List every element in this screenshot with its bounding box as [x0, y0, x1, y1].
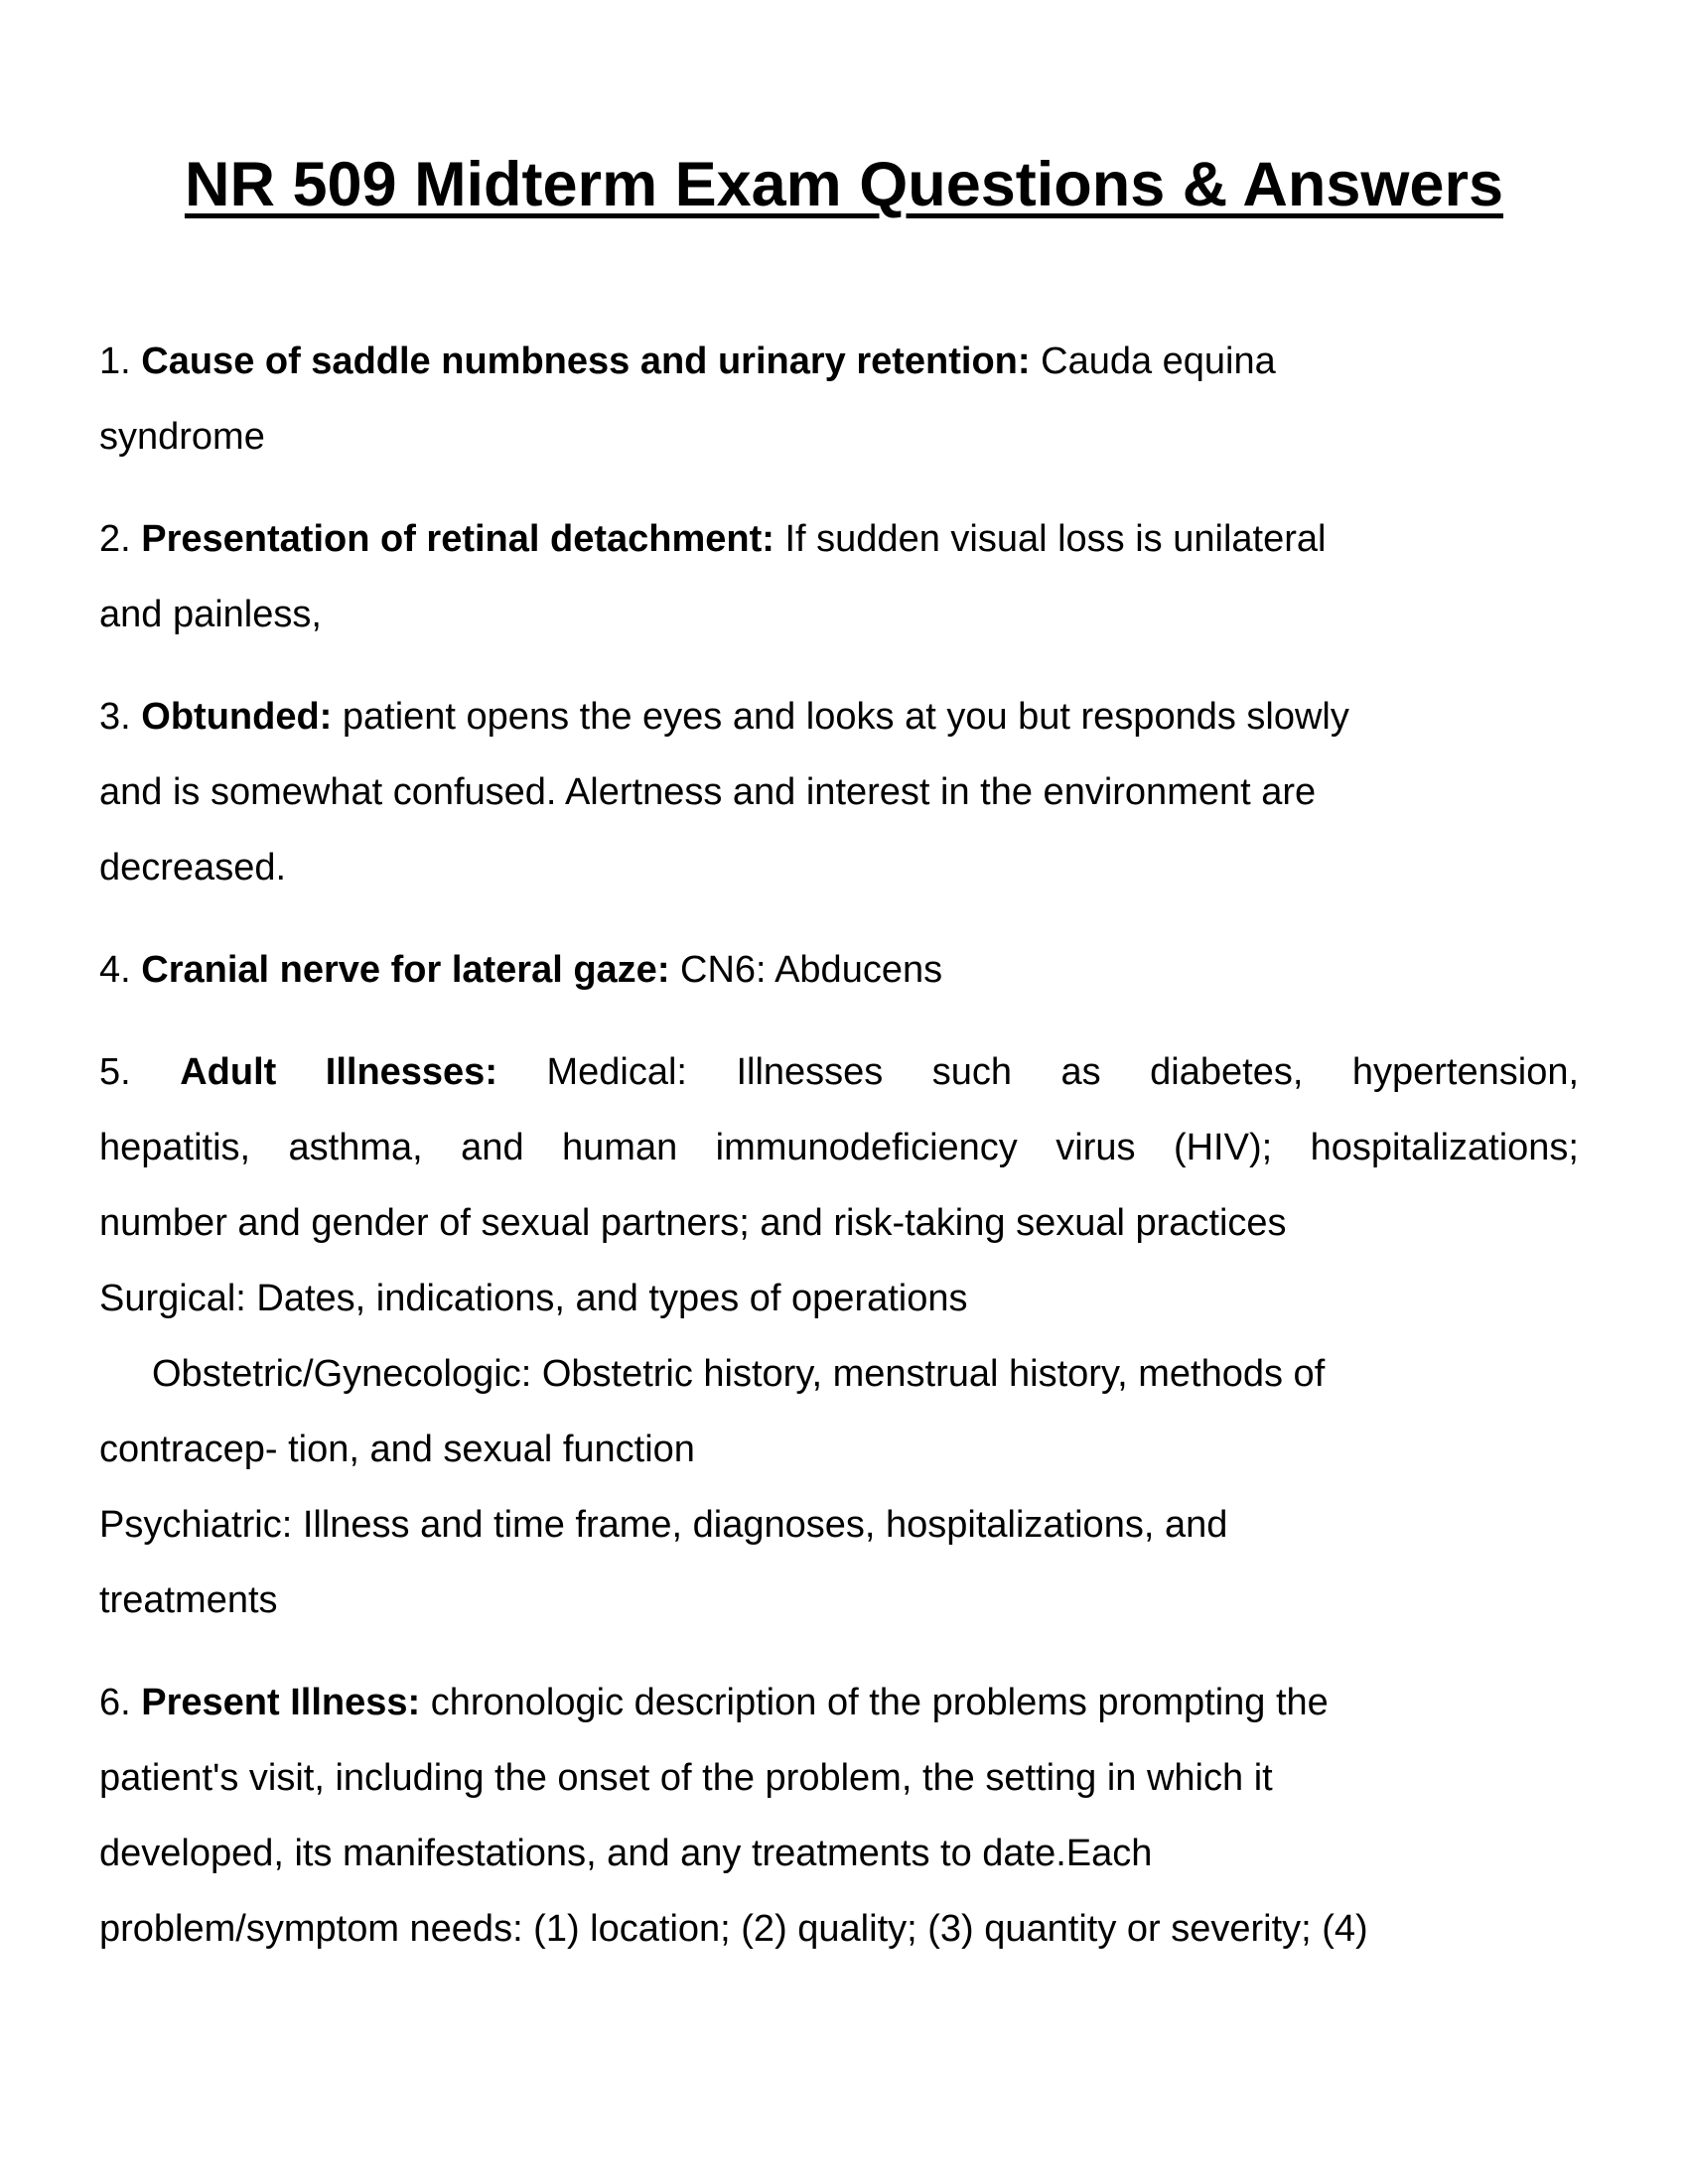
page-title: NR 509 Midterm Exam Questions & Answers [184, 150, 1504, 219]
answer-text: problem/symptom needs: (1) location; (2) quality; (3) quantity or severity; (4) [99, 1908, 1368, 1950]
answer-text: and is somewhat confused. Alertness and interest in the environment are [99, 771, 1317, 813]
answer-text: Obstetric/Gynecologic: Obstetric history, menstrual history, methods of [152, 1353, 1326, 1395]
question-number: 6. [99, 1682, 131, 1723]
question-term: Cause of saddle numbness and urinary retention: [141, 341, 1031, 382]
question-number: 1. [99, 341, 131, 382]
question-term: Present Illness: [141, 1682, 421, 1723]
answer-text: hepatitis, asthma, and human immunodeficiency virus (HIV); hospitalizations; [99, 1127, 1579, 1168]
answer-text: number and gender of sexual partners; and risk-taking sexual practices [99, 1202, 1287, 1244]
question-list [99, 334, 1579, 2003]
question-1 [99, 334, 1579, 484]
question-number: 4. [99, 949, 131, 991]
question-number: 3. [99, 696, 131, 738]
question-number: 5. [99, 1051, 131, 1093]
answer-text: patient opens the eyes and looks at you but responds slowly [332, 696, 1349, 738]
answer-text: Surgical: Dates, indications, and types of operations [99, 1278, 968, 1319]
question-term: Presentation of retinal detachment: [141, 518, 774, 560]
question-term: Adult Illnesses: [180, 1051, 497, 1093]
answer-text: Medical: Illnesses such as diabetes, hypertension, [546, 1051, 1580, 1093]
question-4 [99, 942, 1579, 1018]
answer-text: Cauda equina [1030, 341, 1276, 382]
answer-text: Psychiatric: Illness and time frame, diagnoses, hospitalizations, and [99, 1504, 1228, 1546]
question-term: Cranial nerve for lateral gaze: [141, 949, 670, 991]
question-number: 2. [99, 518, 131, 560]
question-3 [99, 689, 1579, 915]
question-term: Obtunded: [141, 696, 333, 738]
answer-text: syndrome [99, 416, 265, 458]
question-5 [99, 1044, 1579, 1648]
question-6 [99, 1675, 1579, 1977]
answer-text: decreased. [99, 847, 287, 888]
question-2 [99, 511, 1579, 662]
answer-text: and painless, [99, 594, 322, 635]
answer-text: treatments [99, 1579, 278, 1621]
answer-text: chronologic description of the problems prompting the [420, 1682, 1329, 1723]
answer-text: CN6: Abducens [669, 949, 943, 991]
answer-text: developed, its manifestations, and any treatments to date.Each [99, 1833, 1153, 1874]
answer-text: contracep- tion, and sexual function [99, 1429, 695, 1470]
answer-text: If sudden visual loss is unilateral [774, 518, 1327, 560]
answer-text: patient's visit, including the onset of the problem, the setting in which it [99, 1757, 1273, 1799]
